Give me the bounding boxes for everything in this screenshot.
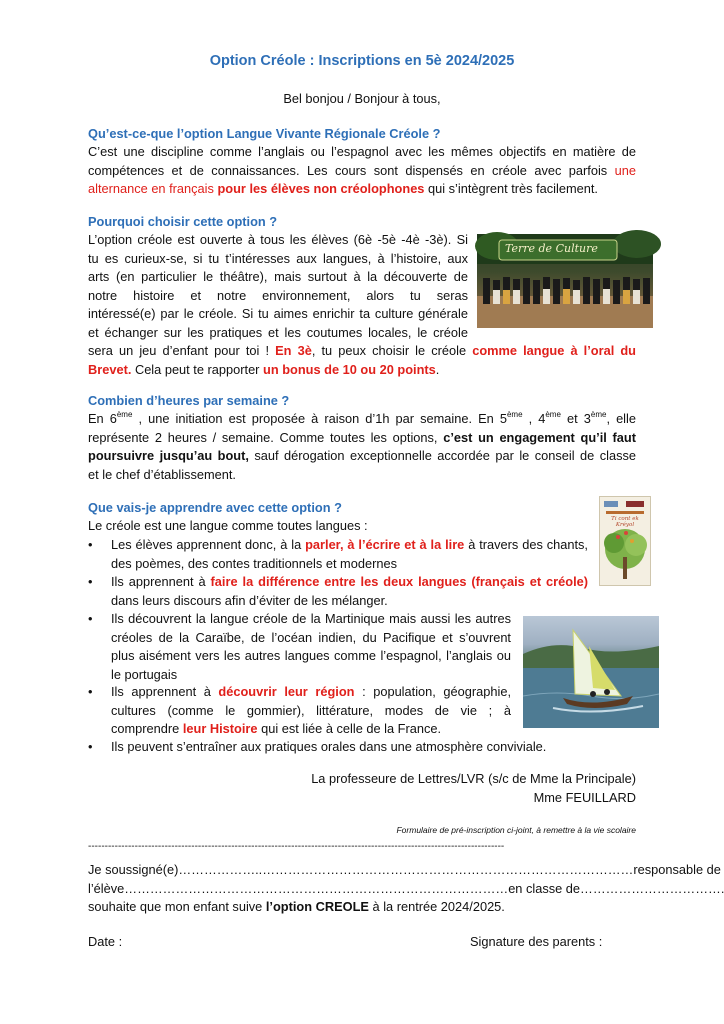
text-line: alternance en français pour les élèves non créolophones qui s’intègrent très facilement. <box>88 181 598 196</box>
text-line: notre histoire et notre environnement, alors tu seras <box>88 287 468 303</box>
culture-stage-photo <box>477 234 653 328</box>
list-item: Ils peuvent s’entraîner aux pratiques orales dans une atmosphère conviviale. <box>111 739 547 754</box>
teacher-name: Mme FEUILLARD <box>533 790 636 805</box>
section-learn-intro: Le créole est une langue comme toutes langues : <box>88 518 368 533</box>
date-label: Date : <box>88 934 123 949</box>
list-item: Ils apprennent à faire la différence entre les deux langues (français et créole) dans leurs discours afin d’éviter de les mélanger. <box>111 574 588 608</box>
cut-line: ----------------------------------------------------------------------------------------------------------------------------- <box>88 841 505 852</box>
book-cover-image <box>599 496 651 586</box>
page-title: Option Créole : Inscriptions en 5è 2024/2025 <box>209 53 515 69</box>
bullet-icon: • <box>88 739 93 754</box>
form-note: Formulaire de pré-inscription ci-joint, à remettre à la vie scolaire <box>396 825 636 835</box>
text-line: représente 2 heures / semaine. Comme toutes les options, c’est un engagement qu’il faut <box>88 429 637 445</box>
text-line: En 6ème , une initiation est proposée à raison d’1h par semaine. En 5ème , 4ème et 3ème, elle <box>88 410 636 426</box>
sailing-illustration <box>523 616 659 728</box>
name-fill-field[interactable]: ………………..…………………………………………………………………………… <box>178 862 634 877</box>
section-heading-hours: Combien d’heures par semaine ? <box>88 393 290 408</box>
text-line: poursuivre jusqu’au bout, sauf dérogation exceptionnelle accordée par le conseil de classe <box>88 448 637 463</box>
book-title: Ti cont ek Kréyol <box>611 516 639 528</box>
parents-signature-label: Signature des parents : <box>470 934 603 949</box>
form-line-soussigne: Je soussigné(e) ………………..…………………………………………………………………………… responsable de <box>88 861 636 880</box>
section-what-text <box>88 143 636 199</box>
list-item: Ils découvrent la langue créole de la Martinique mais aussi les autres créoles de la Caraïbe, de l’océan indien, du Pacifique et s’ouvrent plus aisément vers les autres langues comme l’espagnol, l’anglais ou le portugais <box>111 611 511 682</box>
section-heading-what: Qu’est-ce-que l’option Langue Vivante Régionale Créole ? <box>88 126 441 141</box>
text-line: tu es curieux-se, si tu t’intéresses aux langues, à l’histoire, aux <box>88 250 468 266</box>
sailing-gommier-photo <box>523 616 659 728</box>
form-body <box>88 861 724 917</box>
text-line: arts (en particulier le théâtre), mais surtout à la découverte de <box>88 269 468 284</box>
section-why-text <box>88 231 468 342</box>
text-line: et le chef d’établissement. <box>88 466 236 482</box>
section-hours-text <box>88 410 636 484</box>
section-heading-why: Pourquoi choisir cette option ? <box>88 214 278 229</box>
list-item: Ils apprennent à découvrir leur région : population, géographie, cultures (comme le gommier), littérature, modes de vie ; à comprendre leur Histoire qui est liée à celle de la France. <box>111 684 512 736</box>
photo-sign-text: Terre de Culture <box>505 242 598 255</box>
text-line: sera un jeu d’enfant pour toi ! En 3è, tu peux choisir le créole comme langue à l’oral du <box>88 343 636 358</box>
bullet-icon: • <box>88 684 93 699</box>
list-item: Les élèves apprennent donc, à la parler, à l’écrire et à la lire à travers des chants, des poèmes, des contes traditionnels et modernes <box>111 537 588 571</box>
class-fill-field[interactable]: ……………………………. <box>580 880 724 896</box>
text-line: L’option créole est ouverte à tous les élèves (6è -5è -4è -3è). Si <box>88 232 468 247</box>
teacher-role: La professeure de Lettres/LVR (s/c de Mme la Principale) <box>311 771 636 786</box>
text-line: C’est une discipline comme l’anglais ou l’espagnol avec les mêmes objectifs en matière de <box>88 144 636 159</box>
bullet-icon: • <box>88 574 93 589</box>
book-cover-illustration <box>600 497 650 585</box>
form-line-souhaite: souhaite que mon enfant suive l’option CREOLE à la rentrée 2024/2025. <box>88 899 505 914</box>
bullet-icon: • <box>88 537 93 552</box>
bullet-icon: • <box>88 611 93 626</box>
greeting: Bel bonjou / Bonjour à tous, <box>283 91 441 106</box>
text-line: Brevet. Cela peut te rapporter un bonus de 10 ou 20 points. <box>88 361 440 377</box>
text-line: et échanger sur les pratiques et les coutumes locales, le créole <box>88 324 468 340</box>
text-line: compétences et de connaissances. Les cours sont dispensés en créole avec parfois une <box>88 162 636 178</box>
section-heading-learn: Que vais-je apprendre avec cette option ? <box>88 500 342 515</box>
form-line-eleve: l’élève ……………………………………………………………………………… en classe de ……………………………. <box>88 880 636 899</box>
student-fill-field[interactable]: ……………………………………………………………………………… <box>124 880 509 896</box>
text-line: intéressé(e) par le créole. Si tu aimes enrichir ta culture générale <box>88 306 468 321</box>
section-why-tail <box>88 342 636 379</box>
